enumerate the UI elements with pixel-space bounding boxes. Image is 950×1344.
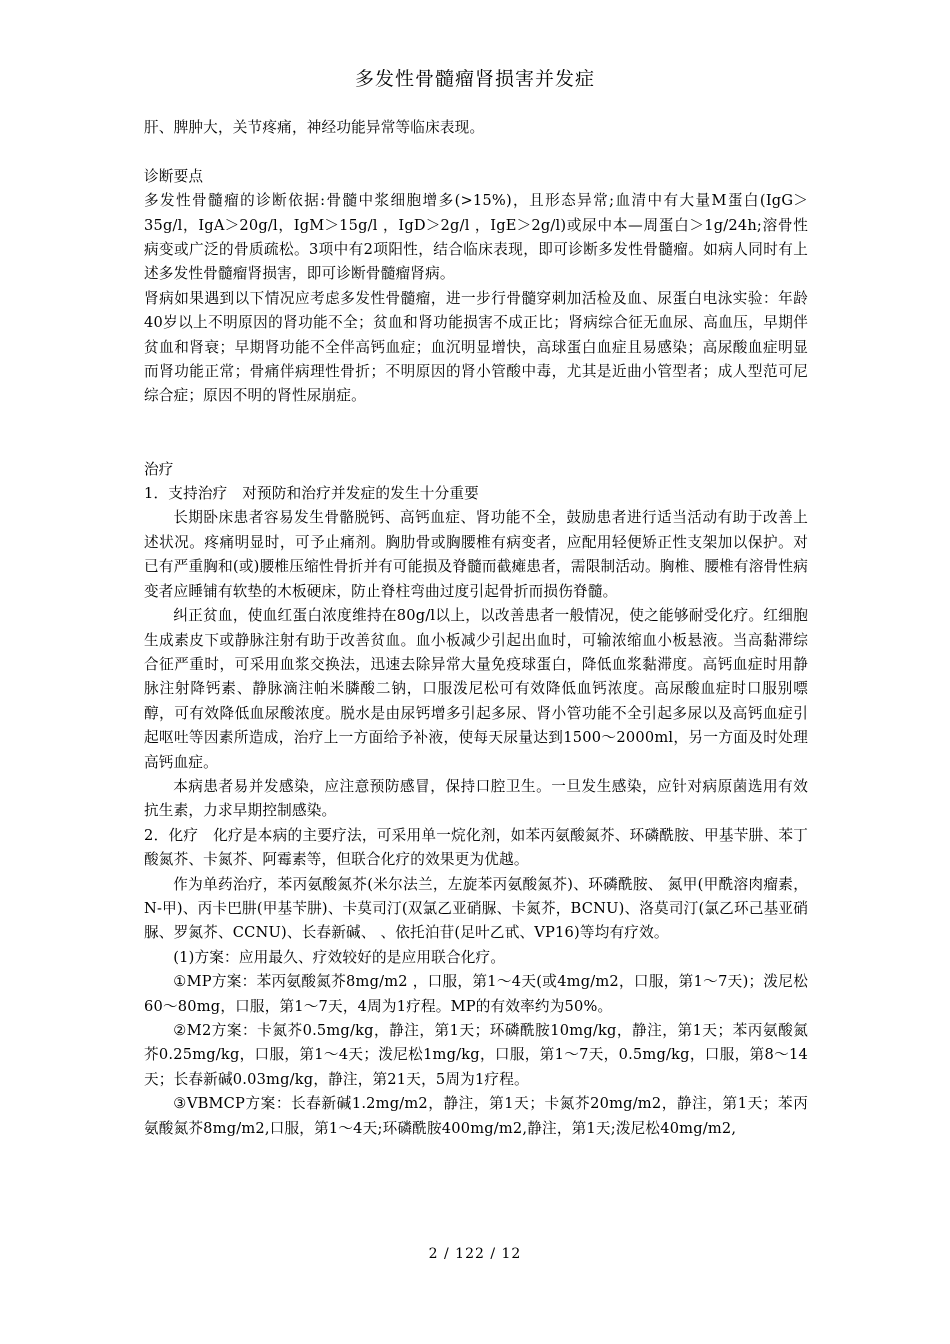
- page-title: 多发性骨髓瘤肾损害并发症: [354, 68, 595, 90]
- vbmcp-regimen: ③VBMCP方案：长春新碱1.2mg/m2，静注，第1天；卡氮芥20mg/m2，静注，第1天；苯丙氨酸氮芥8mg/m2,口服，第1～4天;环磷酰胺400mg/m2,静注，第1天;泼尼松40mg/m2,: [144, 1095, 808, 1137]
- diagnosis-heading: 诊断要点: [144, 167, 204, 185]
- chemotherapy-paragraph-1: 2．化疗 化疗是本病的主要疗法，可采用单一烷化剂，如苯丙氨酸氮芥、环磷酰胺、甲基苄肼、苯丁酸氮芥、卡氮芥、阿霉素等，但联合化疗的效果更为优越。: [144, 826, 808, 869]
- spacer: [144, 140, 808, 164]
- supportive-therapy-paragraph-1: 长期卧床患者容易发生骨骼脱钙、高钙血症、肾功能不全，鼓励患者进行适当活动有助于改善上述状况。疼痛明显时，可予止痛剂。胸肋骨或胸腰椎有病变者，应配用轻便矫正性支架加以保护。对已有严重胸和(或)腰椎压缩性骨折并有可能损及脊髓而截瘫患者，需限制活动。胸椎、腰椎有溶骨性病变者应睡铺有软垫的木板硬床，防止脊柱弯曲过度引起骨折而损伤脊髓。: [144, 509, 808, 600]
- diagnosis-paragraph-2: 肾病如果遇到以下情况应考虑多发性骨髓瘤，进一步行骨髓穿刺加活检及血、尿蛋白电泳实验：年龄40岁以上不明原因的肾功能不全；贫血和肾功能损害不成正比；肾病综合征无血尿、高血压，早期伴贫血和肾衰；早期肾功能不全伴高钙血症；血沉明显增快，高球蛋白血症且易感染；高尿酸血症明显而肾功能正常；骨痛伴病理性骨折；不明原因的肾小管酸中毒，尤其是近曲小管型者；成人型范可尼综合症；原因不明的肾性尿崩症。: [144, 289, 808, 405]
- supportive-therapy-paragraph-3: 本病患者易并发感染，应注意预防感冒，保持口腔卫生。一旦发生感染，应针对病原菌选用有效抗生素，力求早期控制感染。: [144, 777, 808, 820]
- mp-regimen: ①MP方案：苯丙氨酸氮芥8mg/m2 ，口服，第1～4天(或4mg/m2，口服，第1～7天)；泼尼松 60～80mg，口服，第1～7天，4周为1疗程。MP的有效率约为50%。: [144, 973, 808, 1015]
- treatment-heading: 治疗: [144, 460, 174, 478]
- m2-regimen: ②M2方案：卡氮芥0.5mg/kg，静注，第1天；环磷酰胺10mg/kg，静注，第1天；苯丙氨酸氮芥0.25mg/kg，口服，第1～4天；泼尼松1mg/kg，口服，第1～7天，0.5mg/kg，口服，第8～14天；长春新碱0.03mg/kg，静注，第21天，5周为1疗程。: [144, 1022, 808, 1088]
- supportive-therapy-title: 1．支持治疗 对预防和治疗并发症的发生十分重要: [144, 485, 479, 503]
- supportive-therapy-paragraph-2: 纠正贫血，使血红蛋白浓度维持在80g/l以上，以改善患者一般情况，使之能够耐受化疗。红细胞生成素皮下或静脉注射有助于改善贫血。血小板减少引起出血时，可输浓缩血小板悬液。当高黏滞综合征严重时，可采用血浆交换法，迅速去除异常大量免疫球蛋白，降低血浆黏滞度。高钙血症时用静脉注射降钙素、静脉滴注帕米膦酸二钠，口服泼尼松可有效降低血钙浓度。高尿酸血症时口服别嘌醇，可有效降低血尿酸浓度。脱水是由尿钙增多引起多尿、肾小管功能不全引起多尿以及高钙血症引起呕吐等因素所造成，治疗上一方面给予补液，使每天尿量达到1500～2000ml，另一方面及时处理高钙血症。: [144, 607, 808, 771]
- chemotherapy-regimen-intro: (1)方案：应用最久、疗效较好的是应用联合化疗。: [173, 948, 506, 966]
- chemotherapy-paragraph-2: 作为单药治疗，苯丙氨酸氮芥(米尔法兰，左旋苯丙氨酸氮芥)、环磷酰胺、 氮甲(甲酰溶肉瘤素，N-甲)、丙卡巴肼(甲基苄肼)、卡莫司汀(双氯乙亚硝脲、卡氮芥，BCNU)、洛莫司汀(氯乙环己基亚硝脲、罗氮芥、CCNU)、长春新碱、 、依托泊苷(足叶乙甙、VP16)等均有疗效。: [144, 875, 808, 942]
- document-body: [144, 116, 808, 1141]
- intro-paragraph: 肝、脾肿大，关节疼痛，神经功能异常等临床表现。: [144, 119, 485, 136]
- diagnosis-paragraph-1: 多发性骨髓瘤的诊断依据:骨髓中浆细胞增多(>15%)，且形态异常;血清中有大量M蛋白(IgG＞35g/l，IgA＞20g/l，IgM＞15g/l ，IgD＞2g/l ，IgE＞2g/l)或尿中本—周蛋白＞1g/24h;溶骨性病变或广泛的骨质疏松。3项中有2项阳性，结合临床表现，即可诊断多发性骨髓瘤。如病人同时有上述多发性骨髓瘤肾损害，即可诊断骨髓瘤肾病。: [144, 192, 808, 283]
- page-number: 2 / 122 / 12: [428, 1246, 522, 1262]
- spacer: [144, 409, 808, 458]
